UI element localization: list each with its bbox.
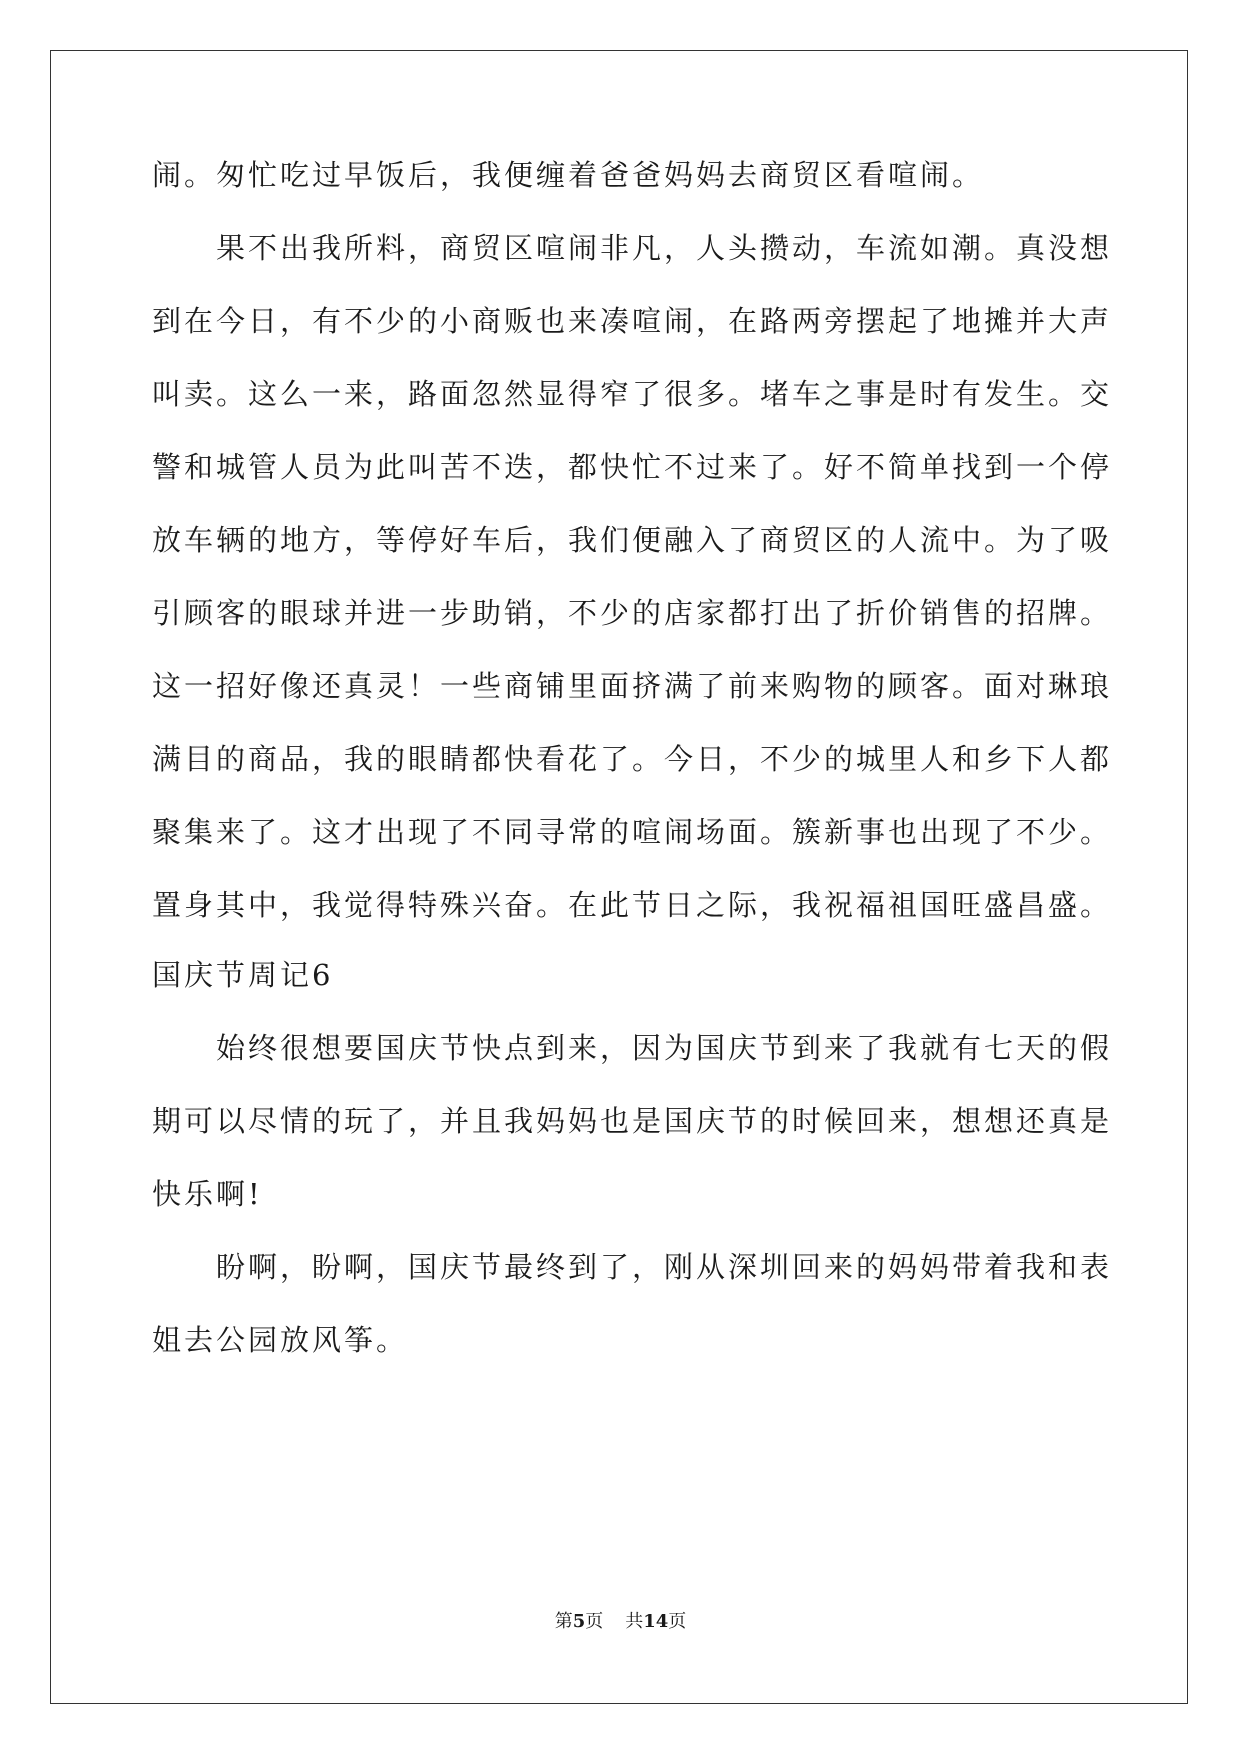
page-prefix: 第 xyxy=(554,1611,573,1632)
text-line: 果不出我所料，商贸区喧闹非凡，人头攒动，车流如潮。真没想 xyxy=(152,231,1113,265)
page-unit: 页 xyxy=(585,1611,604,1632)
text-line: 叫卖。这么一来，路面忽然显得窄了很多。堵车之事是时有发生。交 xyxy=(152,377,1113,411)
text-line: 闹。匆忙吃过早饭后，我便缠着爸爸妈妈去商贸区看喧闹。 xyxy=(152,158,985,192)
text-line: 引顾客的眼球并进一步助销，不少的店家都打出了折价销售的招牌。 xyxy=(152,596,1113,630)
total-unit: 页 xyxy=(668,1611,687,1632)
page-frame xyxy=(50,50,1188,1704)
page-number xyxy=(0,1610,1241,1634)
text-line: 始终很想要国庆节快点到来，因为国庆节到来了我就有七天的假 xyxy=(152,1031,1113,1065)
total-prefix: 共 xyxy=(625,1611,644,1632)
text-line: 姐去公园放风筝。 xyxy=(152,1323,409,1357)
text-line: 期可以尽情的玩了，并且我妈妈也是国庆节的时候回来，想想还真是 xyxy=(152,1104,1113,1138)
text-line: 这一招好像还真灵！一些商铺里面挤满了前来购物的顾客。面对琳琅 xyxy=(152,669,1113,703)
section-heading: 国庆节周记6 xyxy=(152,958,334,992)
total-pages: 14 xyxy=(643,1611,669,1632)
text-line: 聚集来了。这才出现了不同寻常的喧闹场面。簇新事也出现了不少。 xyxy=(152,815,1113,849)
current-page: 5 xyxy=(572,1611,586,1632)
text-line: 盼啊，盼啊，国庆节最终到了，刚从深圳回来的妈妈带着我和表 xyxy=(152,1250,1113,1284)
text-line: 快乐啊! xyxy=(152,1177,263,1211)
text-line: 满目的商品，我的眼睛都快看花了。今日，不少的城里人和乡下人都 xyxy=(152,742,1113,776)
text-line: 置身其中，我觉得特殊兴奋。在此节日之际，我祝福祖国旺盛昌盛。 xyxy=(152,888,1113,922)
text-line: 放车辆的地方，等停好车后，我们便融入了商贸区的人流中。为了吸 xyxy=(152,523,1113,557)
text-line: 警和城管人员为此叫苦不迭，都快忙不过来了。好不简单找到一个停 xyxy=(152,450,1113,484)
text-line: 到在今日，有不少的小商贩也来凑喧闹，在路两旁摆起了地摊并大声 xyxy=(152,304,1113,338)
